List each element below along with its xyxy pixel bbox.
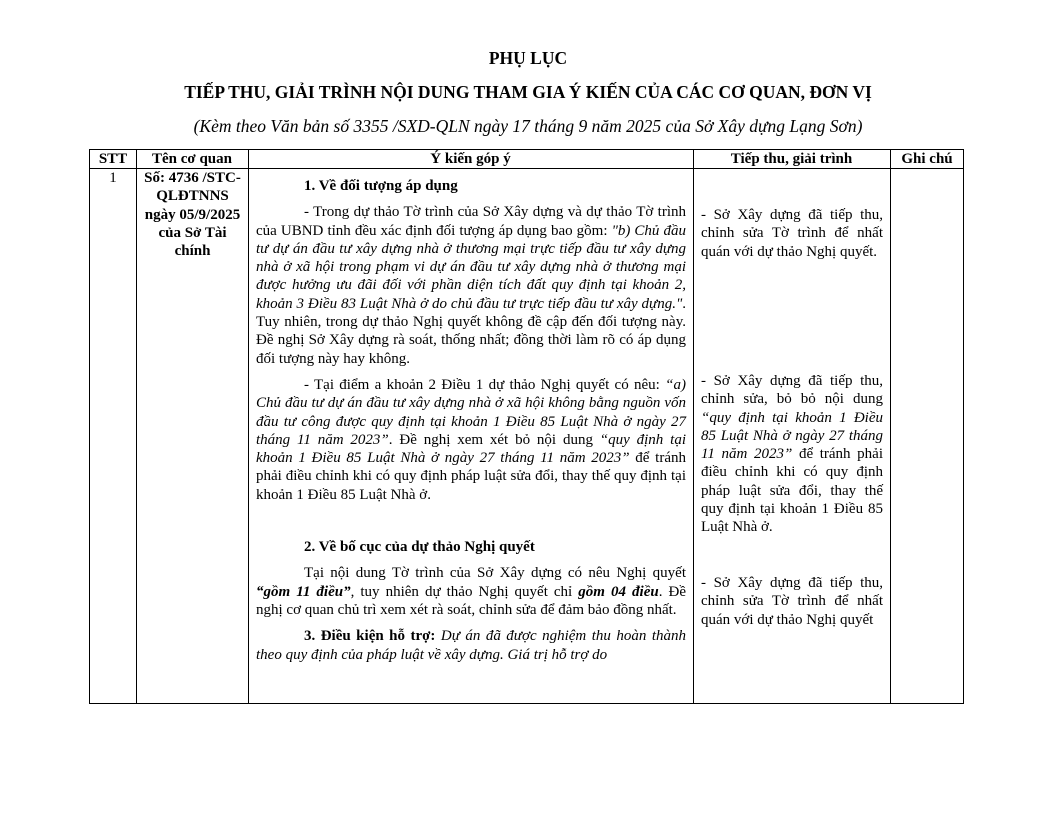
header-response: Tiếp thu, giải trình (730, 151, 853, 167)
header-note: Ghi chú (901, 151, 953, 167)
column-divider (890, 150, 891, 703)
section-1-paragraph-1: - Trong dự thảo Tờ trình của Sở Xây dựng và dự thảo Tờ trình của UBND tỉnh đều xác định đối tượng áp dụng bao gồm: "b) Chủ đầu tư dự án đầu tư xây dựng nhà ở thương mại trực tiếp đầu tư xây dựng nhà ở xã hội trong phạm vi dự án đầu tư xây dựng nhà ở thương mại được hưởng ưu đãi đối với phần diện tích đất quy định tại khoản 2, khoản 3 Điều 83 Luật Nhà ở do chủ đầu tư trực tiếp đầu tư xây dựng.". Tuy nhiên, trong dự thảo Nghị quyết không đề cập đến đối tượng này. Đề nghị Sở Xây dựng rà soát, thống nhất; đồng thời làm rõ có áp dụng đối tượng này hay không. (256, 204, 686, 367)
feedback-table (89, 149, 964, 704)
row-stt: 1 (109, 170, 117, 186)
opinion-cell (256, 177, 686, 664)
section-2-heading: 2. Về bố cục của dự thảo Nghị quyết (304, 539, 535, 556)
appendix-title: PHỤ LỤC (488, 48, 568, 68)
response-1: - Sở Xây dựng đã tiếp thu, chỉnh sửa Tờ trình để nhất quán với dự thảo Nghị quyết. (701, 207, 883, 260)
appendix-reference: (Kèm theo Văn bản số 3355 /SXD-QLN ngày 17 tháng 9 năm 2025 của Sở Xây dựng Lạng Sơn) (193, 116, 863, 136)
section-1-heading: 1. Về đối tượng áp dụng (304, 178, 458, 194)
section-2-paragraph: Tại nội dung Tờ trình của Sở Xây dựng có nêu Nghị quyết “gồm 11 điều”, tuy nhiên dự thảo Nghị quyết chỉ gồm 04 điều. Đề nghị cơ quan chủ trì xem xét rà soát, chỉnh sửa để đảm bảo đồng nhất. (256, 565, 686, 618)
section-1-paragraph-2: - Tại điểm a khoản 2 Điều 1 dự thảo Nghị quyết có nêu: “a) Chủ đầu tư dự án đầu tư xây dựng nhà ở xã hội không bằng nguồn vốn đầu tư công được quy định tại khoản 1 Điều 85 Luật Nhà ở ngày 27 tháng 11 năm 2023”. Đề nghị xem xét bỏ nội dung “quy định tại khoản 1 Điều 85 Luật Nhà ở ngày 27 tháng 11 năm 2023” để tránh phải điều chỉnh khi có quy định pháp luật sửa đổi, thay thế quy định tại khoản 1 Điều 85 Luật Nhà ở. (256, 376, 686, 503)
header-opinion: Ý kiến góp ý (430, 151, 511, 167)
column-divider (693, 150, 694, 703)
section-3-paragraph: 3. Điều kiện hỗ trợ: Dự án đã được nghiệm thu hoàn thành theo quy định của pháp luật về xây dựng. Giá trị hỗ trợ do (256, 628, 686, 663)
response-2: - Sở Xây dựng đã tiếp thu, chỉnh sửa, bỏ bỏ nội dung “quy định tại khoản 1 Điều 85 Luật Nhà ở ngày 27 tháng 11 năm 2023” để tránh phải điều chỉnh khi có quy định pháp luật sửa đổi, thay thế quy định tại khoản 1 Điều 85 Luật Nhà ở. (701, 373, 883, 536)
header-agency: Tên cơ quan (152, 151, 232, 167)
column-divider (136, 150, 137, 703)
header-stt: STT (98, 151, 128, 167)
response-3: - Sở Xây dựng đã tiếp thu, chỉnh sửa Tờ trình để nhất quán với dự thảo Nghị quyết (701, 575, 883, 628)
row-agency: Số: 4736 /STC-QLĐTNNS ngày 05/9/2025 của Sở Tài chính (144, 170, 241, 260)
appendix-subtitle: TIẾP THU, GIẢI TRÌNH NỘI DUNG THAM GIA Ý KIẾN CỦA CÁC CƠ QUAN, ĐƠN VỊ (184, 82, 872, 102)
column-divider (248, 150, 249, 703)
